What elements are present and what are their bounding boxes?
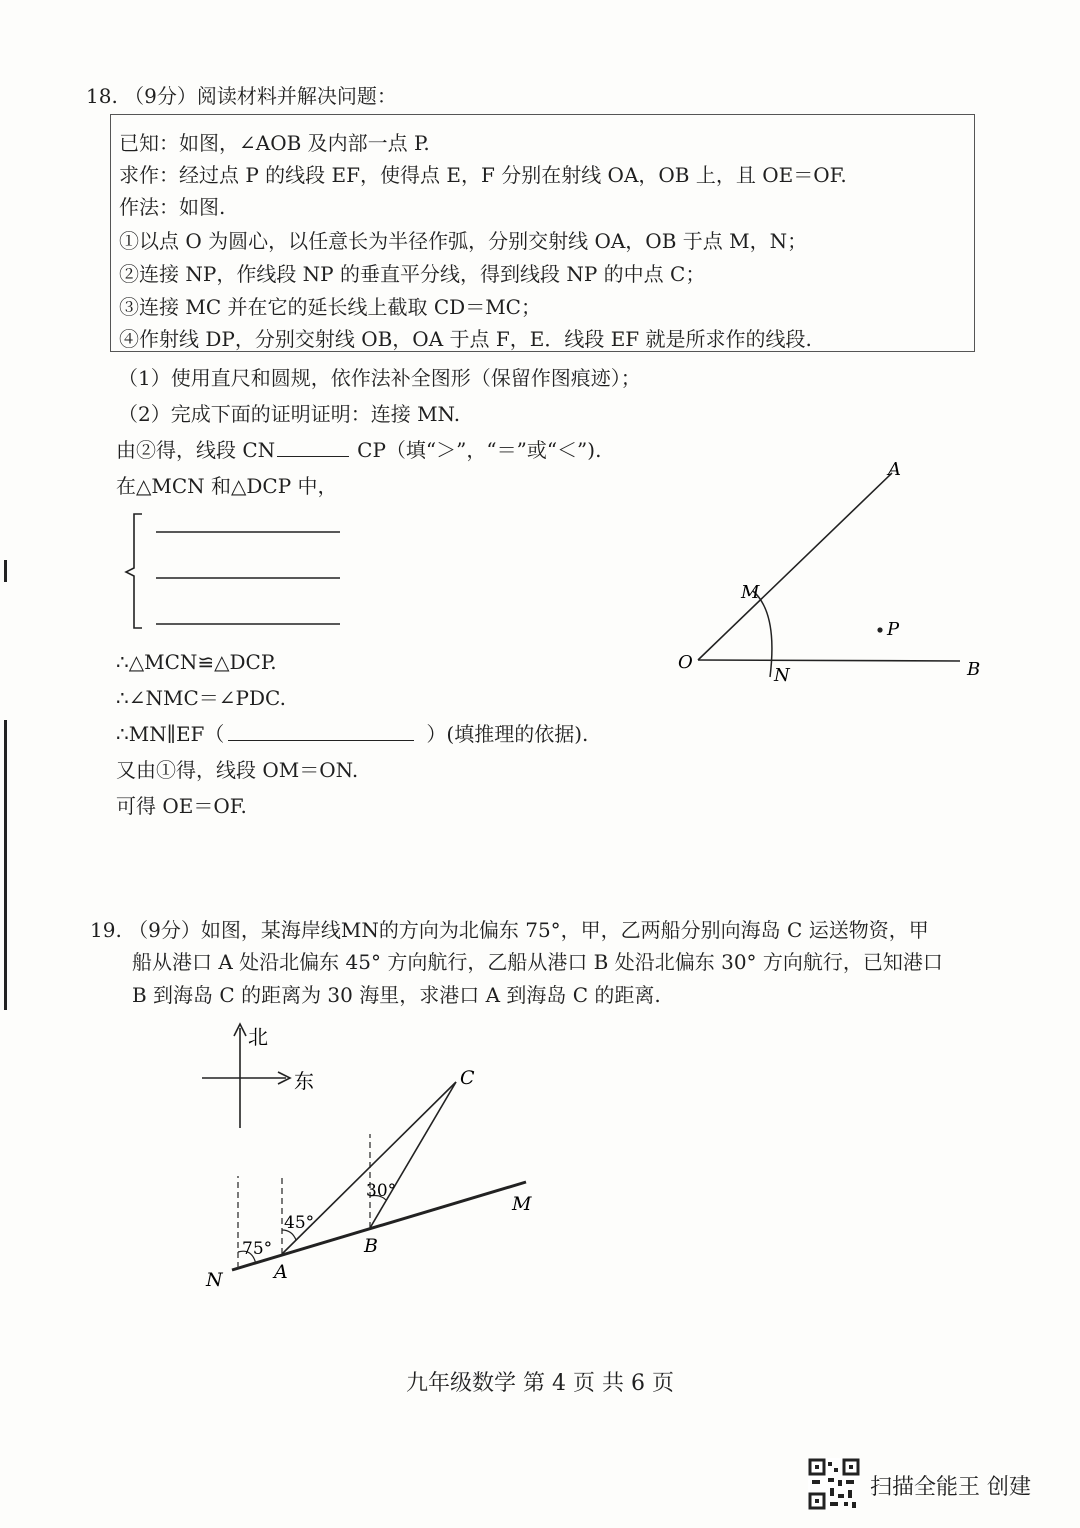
q18-header: 18. （9分）阅读材料并解决问题：: [86, 84, 397, 108]
parallel-reason-blank[interactable]: [228, 722, 414, 741]
label-n: N: [206, 1269, 223, 1291]
box-line-method: 作法：如图.: [119, 195, 226, 219]
label-angle-45: 45°: [284, 1213, 315, 1233]
label-east: 东: [294, 1069, 314, 1093]
label-m: M: [512, 1193, 532, 1215]
q18-material-box: [110, 114, 975, 352]
q18-part2: （2）完成下面的证明证明：连接 MN.: [118, 402, 461, 426]
parallel-suffix: ）(填推理的依据).: [426, 722, 589, 746]
q18-parallel: [116, 722, 588, 746]
label-n: N: [774, 665, 790, 686]
label-north: 北: [248, 1025, 268, 1049]
brace-blanks: [120, 508, 350, 636]
ray-ob: [698, 660, 960, 661]
q18-triangles: 在△MCN 和△DCP 中，: [116, 474, 338, 498]
page-footer: 九年级数学 第 4 页 共 6 页: [406, 1371, 674, 1396]
label-p: P: [887, 619, 900, 640]
q18-om-on: 又由①得，线段 OM＝ON.: [116, 758, 359, 782]
q18-angles: ∴∠NMC＝∠PDC.: [116, 686, 286, 710]
left-brace: [126, 514, 142, 628]
scan-mark: [4, 560, 7, 582]
label-angle-75: 75°: [242, 1239, 273, 1259]
box-line-known: 已知：如图，∠AOB 及内部一点 P.: [119, 131, 430, 155]
label-b: B: [364, 1235, 378, 1257]
scanner-brand: 扫描全能王 创建: [870, 1475, 1031, 1500]
q18-fill-cn-cp: [116, 438, 601, 462]
q19-coast-figure: [190, 1020, 550, 1300]
qr-code-icon: [808, 1458, 860, 1510]
label-c: C: [460, 1067, 475, 1089]
box-line-step1: ①以点 O 为圆心，以任意长为半径作弧，分别交射线 OA，OB 于点 M，N；: [119, 229, 808, 253]
parallel-prefix: ∴MN∥EF（: [116, 722, 225, 746]
fill-cn-blank[interactable]: [277, 438, 349, 457]
q18-part1: （1）使用直尺和圆规，依作法补全图形（保留作图痕迹）；: [118, 366, 641, 390]
ray-oa: [698, 473, 892, 660]
box-line-step2: ②连接 NP，作线段 NP 的垂直平分线，得到线段 NP 的中点 C；: [119, 262, 706, 286]
q18-oe-of: 可得 OE＝OF.: [116, 794, 247, 818]
label-a: A: [888, 459, 901, 480]
point-p: [877, 627, 882, 632]
label-m: M: [741, 582, 760, 603]
scan-mark: [4, 720, 7, 1010]
box-line-step4: ④作射线 DP，分别交射线 OB，OA 于点 F，E．线段 EF 就是所求作的线段.: [119, 327, 812, 351]
q18-angle-figure: [660, 455, 1000, 695]
q19-line-2: 船从港口 A 处沿北偏东 45° 方向航行，乙船从港口 B 处沿北偏东 30° 方向航行，已知港口: [132, 950, 943, 974]
q18-congruent: ∴△MCN≌△DCP.: [116, 650, 277, 674]
box-line-step3: ③连接 MC 并在它的延长线上截取 CD＝MC；: [119, 295, 541, 319]
label-b: B: [967, 659, 981, 680]
q19-line-3: B 到海岛 C 的距离为 30 海里，求港口 A 到海岛 C 的距离.: [132, 983, 661, 1007]
box-line-construct: 求作：经过点 P 的线段 EF，使得点 E，F 分别在射线 OA，OB 上，且 OE＝OF.: [119, 163, 847, 187]
label-o: O: [678, 652, 693, 673]
q19-line-1: 19. （9分）如图，某海岸线MN的方向为北偏东 75°，甲，乙两船分别向海岛 C 运送物资，甲: [90, 918, 929, 942]
fill-cn-suffix: CP（填“＞”，“＝”或“＜”).: [357, 438, 602, 462]
label-a: A: [274, 1261, 288, 1283]
label-angle-30: 30°: [366, 1181, 397, 1201]
fill-cn-prefix: 由②得，线段 CN: [116, 438, 276, 462]
